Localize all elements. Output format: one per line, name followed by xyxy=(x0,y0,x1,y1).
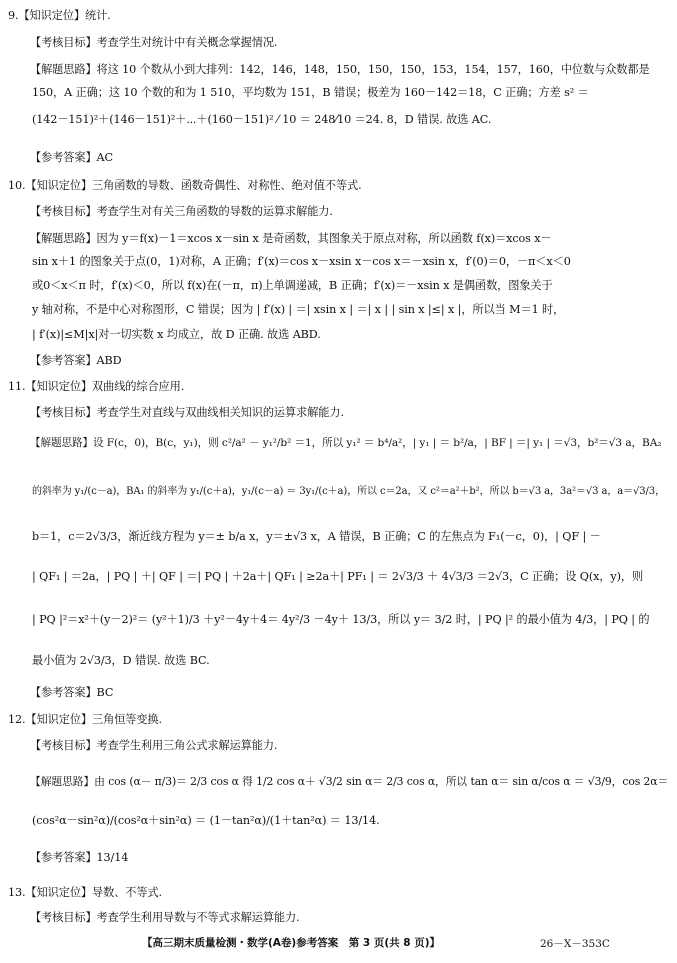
text-line: 【解题思路】因为 y＝f(x)－1＝xcos x－sin x 是奇函数，其图象关于原点对称，所以函数 f(x)＝xcos x－ xyxy=(30,232,552,245)
text-line: 【解题思路】设 F(c，0)，B(c，y₁)，则 c²/a² － y₁²/b² ＝1，所以 y₁² ＝ b⁴/a²，| y₁ | ＝ b²/a，| BF | ＝| y₁ | ＝√3，b²＝√3 a，BA₂ xyxy=(30,437,662,449)
text-line: 【考核目标】考查学生对直线与双曲线相关知识的运算求解能力. xyxy=(30,406,344,419)
text-line: 10.【知识定位】三角函数的导数、函数奇偶性、对称性、绝对值不等式. xyxy=(8,179,362,192)
text-line: (142－151)²＋(146－151)²＋⋯＋(160－151)² ⁄ 10 ＝ 248⁄10 ＝24. 8，D 错误. 故选 AC. xyxy=(32,113,492,126)
text-line: 或0＜x＜π 时，f′(x)＜0，所以 f(x)在(－π，π)上单调递减，B 正确；f′(x)＝－xsin x 是偶函数，图象关于 xyxy=(32,279,553,292)
text-line: 【解题思路】由 cos (α－ π/3)＝ 2/3 cos α 得 1/2 cos α＋ √3/2 sin α＝ 2/3 cos α，所以 tan α＝ sin α/cos α ＝ √3/9，cos 2α＝ xyxy=(30,775,669,788)
text-line: 【参考答案】ABD xyxy=(30,354,122,367)
page-footer: 【高三期末质量检测・数学(A卷)参考答案 第 3 页(共 8 页)】 xyxy=(142,937,441,949)
text-line: 【解题思路】将这 10 个数从小到大排列：142，146，148，150，150，150，153，154，157，160，中位数与众数都是 xyxy=(30,63,650,76)
text-line: 【参考答案】13/14 xyxy=(30,851,129,864)
text-line: 【考核目标】考查学生对有关三角函数的导数的运算求解能力. xyxy=(30,205,333,218)
text-line: 最小值为 2√3/3，D 错误. 故选 BC. xyxy=(32,654,210,667)
text-line: 11.【知识定位】双曲线的综合应用. xyxy=(8,380,185,393)
text-line: (cos²α－sin²α)/(cos²α＋sin²α) ＝ (1－tan²α)/(1＋tan²α) ＝ 13/14. xyxy=(32,814,380,827)
text-line: 【参考答案】AC xyxy=(30,151,113,164)
text-line: | PQ |²＝x²＋(y－2)²＝ (y²＋1)/3 ＋y²－4y＋4＝ 4y²/3 －4y＋ 13/3，所以 y＝ 3/2 时，| PQ |² 的最小值为 4/3，| PQ | 的 xyxy=(32,613,650,626)
text-line: y 轴对称，不是中心对称图形，C 错误；因为 | f′(x) | ＝| xsin x | ＝| x | | sin x |≤| x |，所以当 M＝1 时， xyxy=(32,303,565,316)
text-line: 【考核目标】考查学生利用三角公式求解运算能力. xyxy=(30,739,278,752)
text-line: 9.【知识定位】统计. xyxy=(8,9,111,22)
text-line: b＝1，c＝2√3/3，渐近线方程为 y＝± b/a x，y＝±√3 x，A 错误，B 正确；C 的左焦点为 F₁(－c，0)，| QF | － xyxy=(32,530,601,543)
text-line: | QF₁ | ＝2a，| PQ | ＋| QF | ＝| PQ | ＋2a＋| QF₁ | ≥2a＋| PF₁ | ＝ 2√3/3 ＋ 4√3/3 ＝2√3，C 正确；设 Q(x，y)，则 xyxy=(32,570,644,583)
text-line: 13.【知识定位】导数、不等式. xyxy=(8,886,162,899)
text-line: 【考核目标】考查学生对统计中有关概念掌握情况. xyxy=(30,36,278,49)
document-code: 26－X－353C xyxy=(540,938,610,950)
text-line: 的斜率为 y₁/(c－a)，BA₁ 的斜率为 y₁/(c＋a)，y₁/(c－a) ＝ 3y₁/(c＋a)，所以 c＝2a，又 c²＝a²＋b²，所以 b＝√3 a，3a²＝√3 a，a＝√3/3， xyxy=(32,486,665,497)
text-line: 【参考答案】BC xyxy=(30,686,114,699)
text-line: 150，A 正确；这 10 个数的和为 1 510，平均数为 151，B 错误；极差为 160－142＝18，C 正确；方差 s² ＝ xyxy=(32,86,589,99)
text-line: | f′(x)|≤M|x|对一切实数 x 均成立，故 D 正确. 故选 ABD. xyxy=(32,328,321,341)
text-line: sin x＋1 的图象关于点(0，1)对称，A 正确；f′(x)＝cos x－xsin x－cos x＝－xsin x，f′(0)＝0，－π＜x＜0 xyxy=(32,255,571,268)
text-line: 12.【知识定位】三角恒等变换. xyxy=(8,713,162,726)
text-line: 【考核目标】考查学生利用导数与不等式求解运算能力. xyxy=(30,911,300,924)
